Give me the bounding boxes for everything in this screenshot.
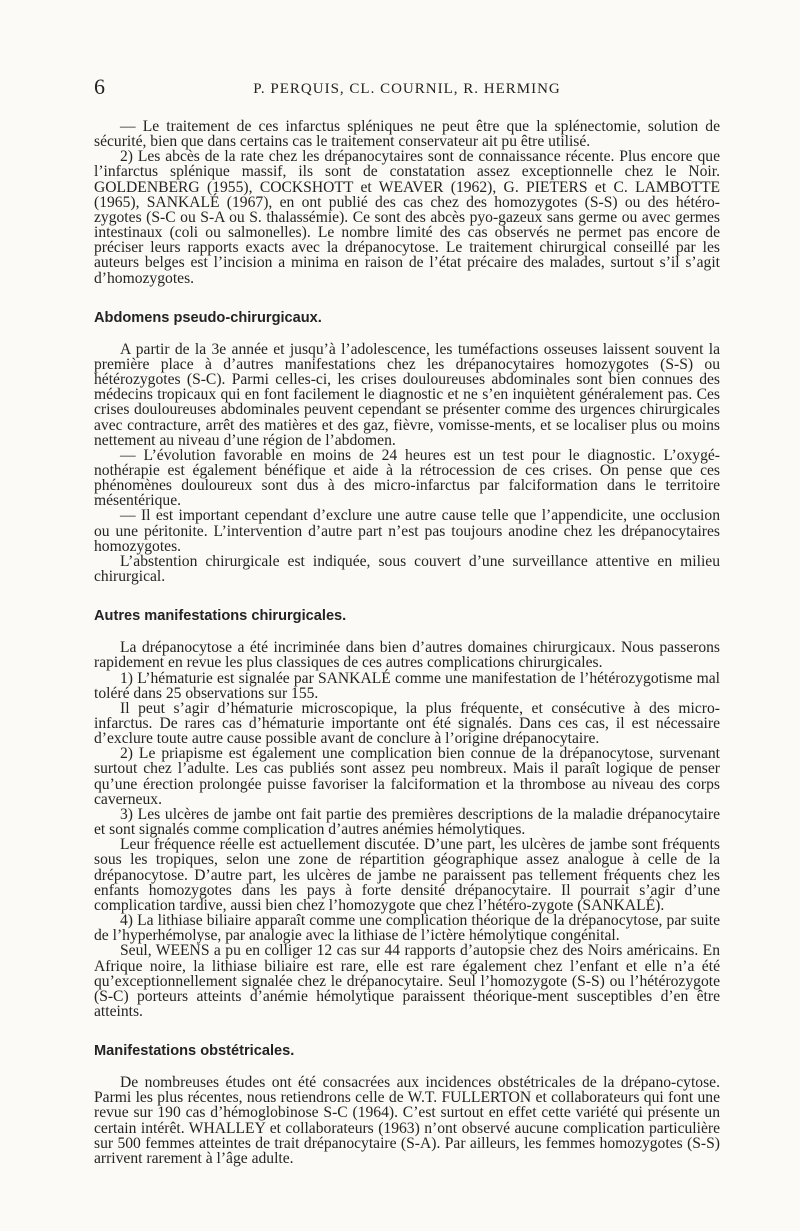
section-autres (94, 609, 720, 1019)
paragraph: Seul, WEENS a pu en colliger 12 cas sur 44 rapports d’autopsie chez des Noirs américains. En Afrique noire, la lithiase biliaire est rare, elle est rare également chez l’enfant et elle n’a été qu’exceptionnellement signalée chez le drépanocytaire. Seul l’homozygote (S-S) ou l’hétérozygote (S-C) porteurs atteints d’anémie hémolytique paraissent théorique-ment susceptibles d’en être atteints. (94, 942, 720, 1020)
paragraph: — Le traitement de ces infarctus spléniques ne peut être que la splénectomie, solution de sécurité, bien que dans certains cas le traitement conservateur ait pu être utilisé. (94, 118, 720, 151)
paragraph: A partir de la 3e année et jusqu’à l’adolescence, les tuméfactions osseuses laissent souvent la première place à d’autres manifestations chez les drépanocytaires homozygotes (S-S) ou hétérozygotes (S-C). Parmi celles-ci, les crises douloureuses abdominales sont bien connues des médecins tropicaux qui en font facilement le diagnostic et ne s’en inquiètent généralement pas. Ces crises douloureuses abdominales peuvent cependant se présenter comme des urgences chirurgicales avec contracture, arrêt des matières et des gaz, fièvre, vomisse-ments, et se localiser plus ou moins nettement au niveau d’une région de l’abdomen. (94, 340, 720, 449)
document-page (94, 74, 720, 1167)
paragraph: 4) La lithiase biliaire apparaît comme une complication théorique de la drépanocytose, par suite de l’hyperhémolyse, par analogie avec la lithiase de l’ictère hémolytique congénital. (94, 912, 720, 945)
paragraph: La drépanocytose a été incriminée dans bien d’autres domaines chirurgicaux. Nous passerons rapidement en revue les plus classiques de ces autres complications chirurgicales. (94, 639, 720, 672)
paragraph: 2) Les abcès de la rate chez les drépanocytaires sont de connaissance récente. Plus encore que l’infarctus splénique massif, ils sont de constatation assez exceptionnelle chez le Noir. GOLDENBERG (1955), COCKSHOTT et WEAVER (1962), G. PIETERS et C. LAMBOTTE (1965), SANKALÉ (1967), en ont publié des cas chez des homozygotes (S-S) ou des hétéro-zygotes (S-C ou S-A ou S. thalassémie). Ce sont des abcès pyo-gazeux sans germe ou avec germes intestinaux (coli ou salmonelles). Le nombre limité des cas observés ne permet pas encore de préciser leurs rapports exacts avec la drépanocytose. Le traitement chirurgical conseillé par les auteurs belges est l’incision a minima en raison de l’état précaire des malades, surtout s’il s’agit d’homozygotes. (94, 148, 720, 287)
paragraph: 1) L’hématurie est signalée par SANKALÉ comme une manifestation de l’hétérozygotisme mal toléré dans 25 observations sur 155. (94, 669, 720, 702)
page-header (94, 74, 720, 102)
paragraph: De nombreuses études ont été consacrées aux incidences obstétricales de la drépano-cytose. Parmi les plus récentes, nous retiendrons celle de W.T. FULLERTON et collaborateurs qui font une revue sur 190 cas d’hémoglobinose S-C (1964). C’est surtout en effet cette variété qui présente un certain intérêt. WHALLEY et collaborateurs (1963) n’ont observé aucune complication particulière sur 500 femmes atteintes de trait drépanocytaire (S-A). Par ailleurs, les femmes homozygotes (S-S) arrivent rarement à l’âge adulte. (94, 1074, 720, 1167)
paragraph: L’abstention chirurgicale est indiquée, sous couvert d’une surveillance attentive en milieu chirurgical. (94, 552, 720, 586)
section-abdomens (94, 311, 720, 585)
section-intro (94, 119, 720, 286)
paragraph: Il peut s’agir d’hématurie microscopique, la plus fréquente, et consécutive à des micro-infarctus. De rares cas d’hématurie importante ont été signalés. Dans ces cas, il est nécessaire d’exclure toute autre cause possible avant de conclure à l’origine drépanocytaire. (94, 699, 720, 748)
running-title: P. PERQUIS, CL. COURNIL, R. HERMING (253, 81, 561, 97)
paragraph: 2) Le priapisme est également une complication bien connue de la drépanocytose, survenant surtout chez l’adulte. Les cas publiés sont assez peu nombreux. Mais il paraît logique de penser qu’une érection prolongée puisse favoriser la falciformation et la thrombose au niveau des corps caverneux. (94, 745, 720, 808)
paragraph: 3) Les ulcères de jambe ont fait partie des premières descriptions de la maladie drépanocytaire et sont signalés comme complication d’autres anémies hémolytiques. (94, 805, 720, 839)
paragraph: Leur fréquence réelle est actuellement discutée. D’une part, les ulcères de jambe sont fréquents sous les tropiques, selon une zone de répartition géographique assez analogue à celle de la drépanocytose. D’autre part, les ulcères de jambe ne paraissent pas tellement fréquents chez les enfants homozygotes dans les pays à forte densité drépanocytaire. Il pourrait s’agir d’une complication tardive, aussi bien chez l’homozygote que chez l’hétéro-zygote (SANKALÉ). (94, 836, 720, 914)
page-number: 6 (94, 74, 105, 99)
section-heading: Autres manifestations chirurgicales. (94, 608, 347, 625)
section-heading: Abdomens pseudo-chirurgicaux. (94, 309, 322, 326)
paragraph: — L’évolution favorable en moins de 24 heures est un test pour le diagnostic. L’oxygé-nothérapie est également bénéfique et aide à la rétrocession de ces crises. On pense que ces phénomènes douloureux sont dus à des micro-infarctus par falciformation dans le territoire mésentérique. (94, 446, 720, 510)
section-obstetricales (94, 1044, 720, 1166)
section-heading: Manifestations obstétricales. (94, 1043, 295, 1060)
paragraph: — Il est important cependant d’exclure une autre cause telle que l’appendicite, une occlusion ou une péritonite. L’intervention d’autre part n’est pas toujours anodine chez les drépanocytaires homozygotes. (94, 507, 720, 555)
